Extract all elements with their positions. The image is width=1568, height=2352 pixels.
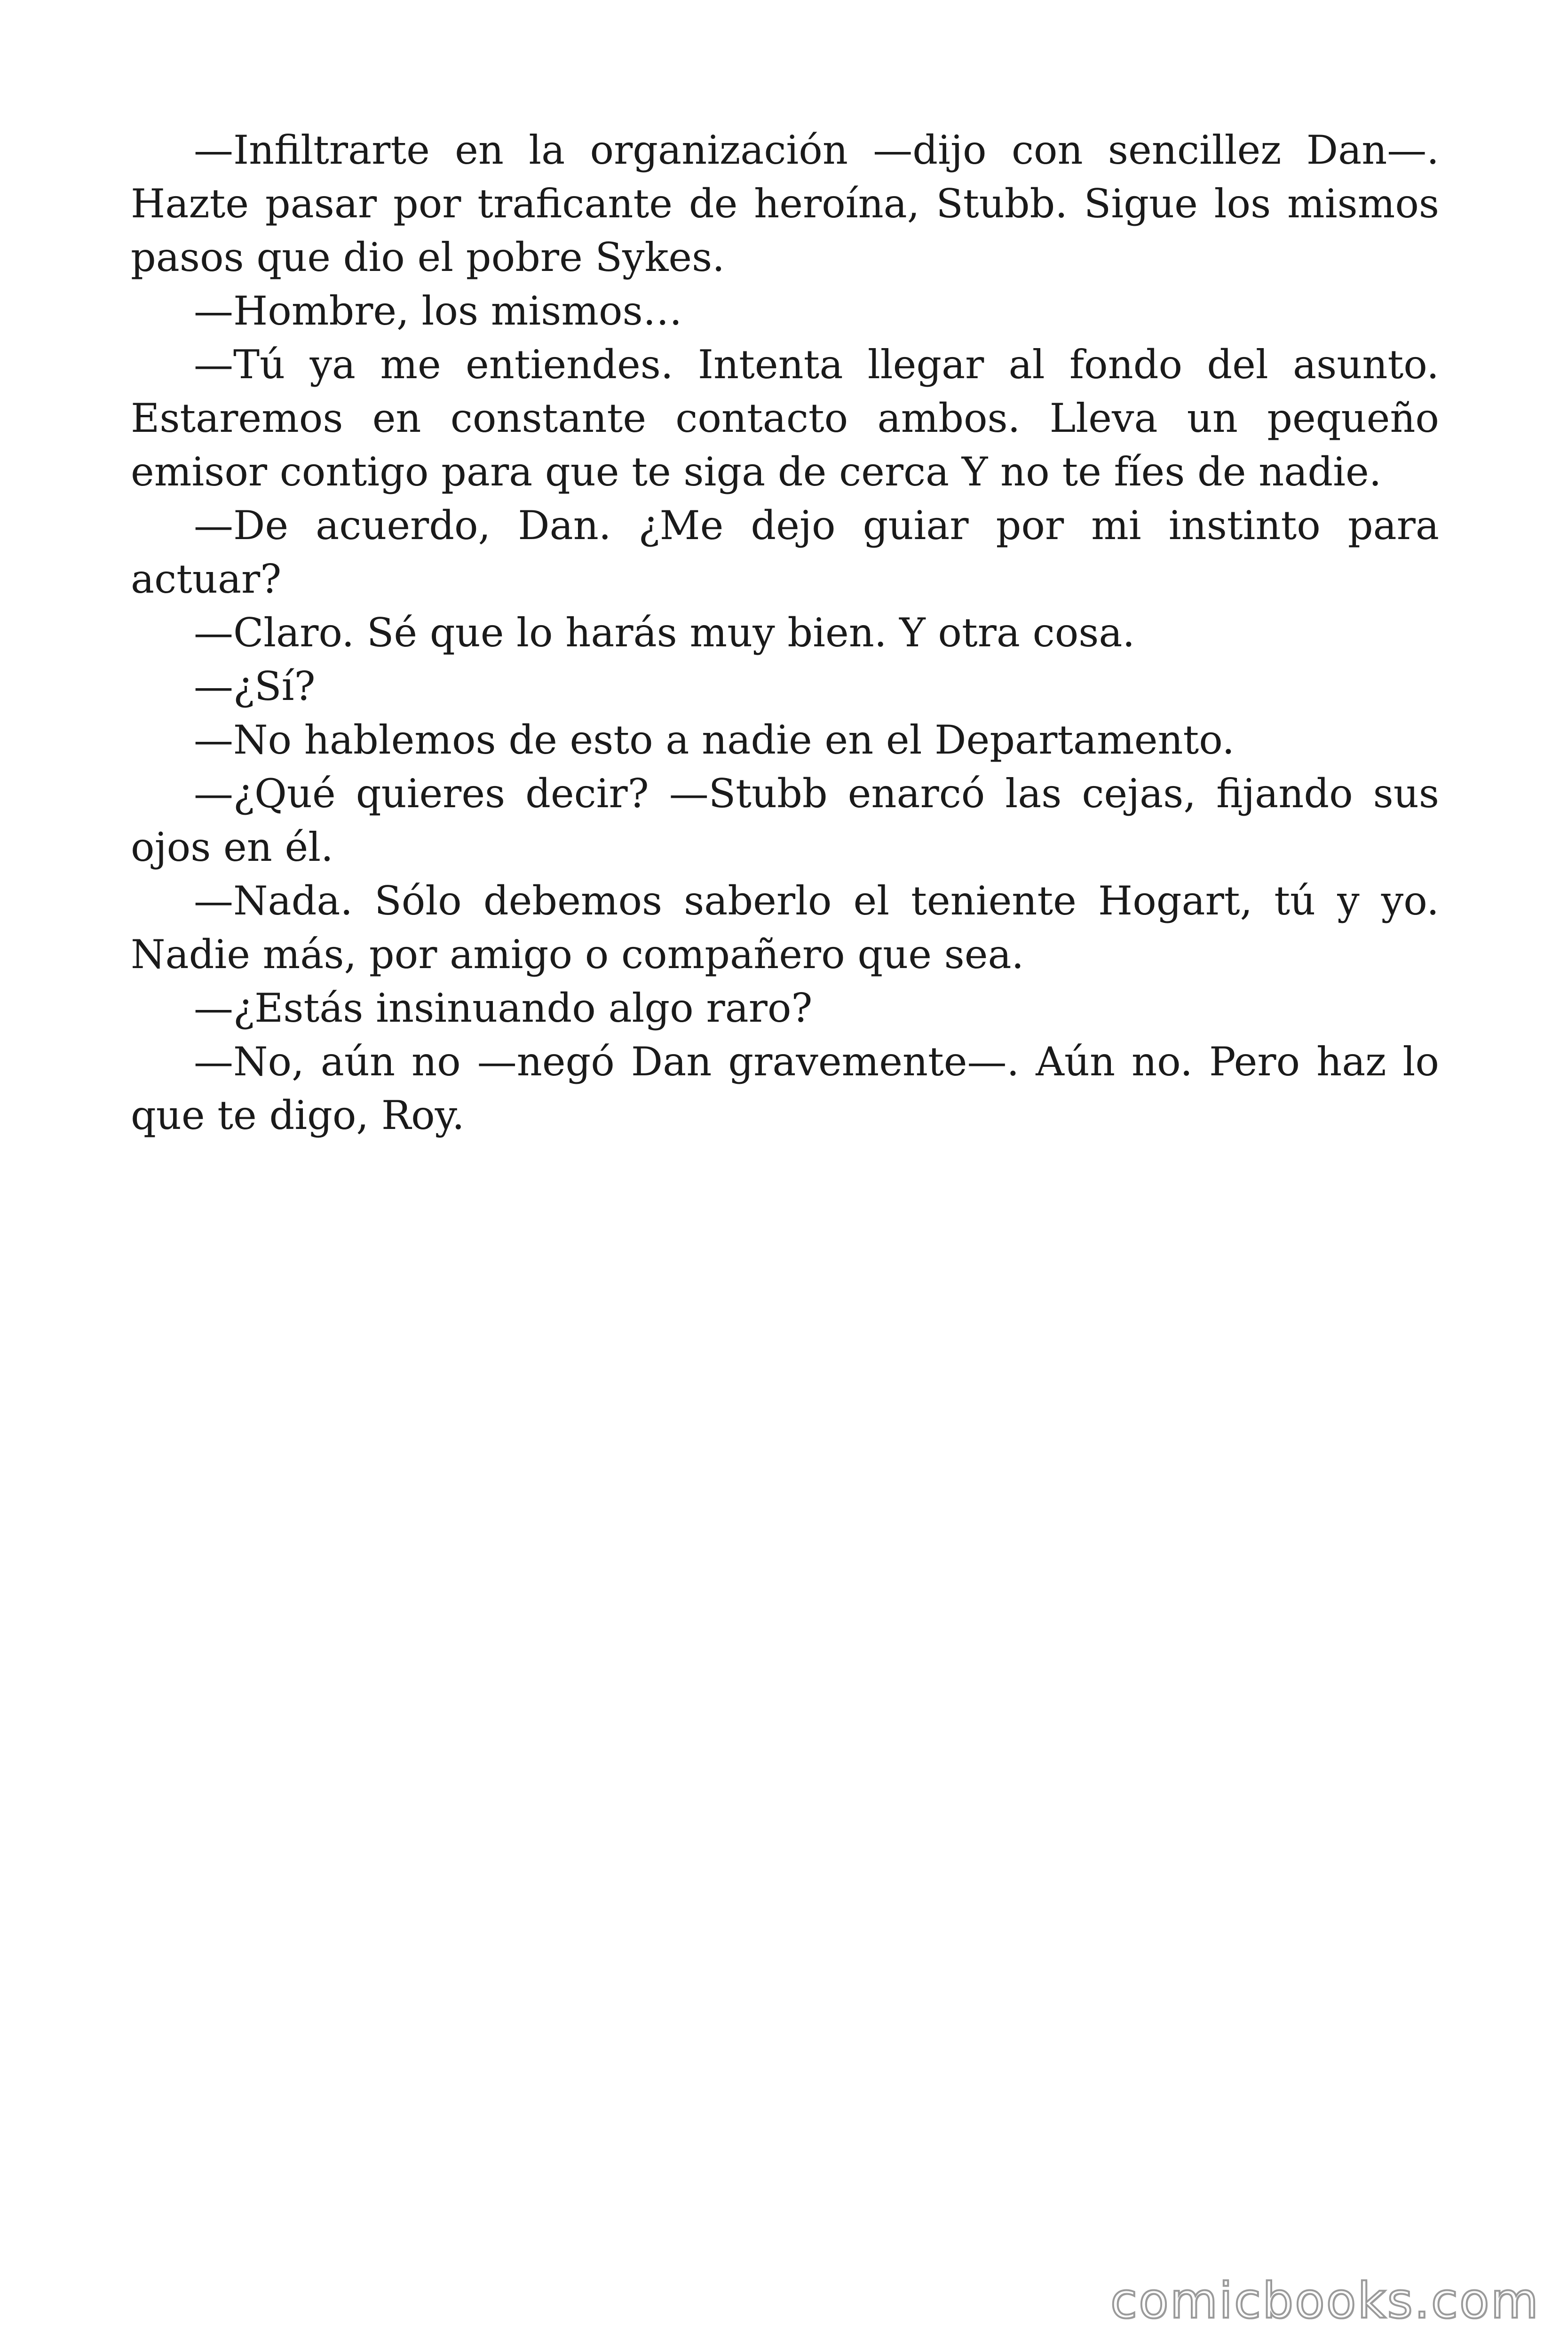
paragraph: —No hablemos de esto a nadie en el Departamento. xyxy=(194,717,1235,763)
paragraph: —¿Estás insinuando algo raro? xyxy=(194,985,813,1031)
paragraph: —Infiltrarte en la organización —dijo con sencillez Dan—. Hazte pasar por traficante de heroína, Stubb. Sigue los mismos pasos que dio el pobre Sykes. xyxy=(131,127,1439,280)
paragraph: —No, aún no —negó Dan gravemente—. Aún no. Pero haz lo que te digo, Roy. xyxy=(131,1039,1439,1138)
paragraph: —De acuerdo, Dan. ¿Me dejo guiar por mi instinto para actuar? xyxy=(131,502,1439,602)
paragraph: —¿Sí? xyxy=(194,663,316,709)
paragraph: —Claro. Sé que lo harás muy bien. Y otra cosa. xyxy=(194,610,1135,656)
paragraph: —Nada. Sólo debemos saberlo el teniente Hogart, tú y yo. Nadie más, por amigo o compañero que sea. xyxy=(131,878,1439,977)
watermark-text: comicbooks.com xyxy=(1110,2272,1540,2329)
paragraph: —¿Qué quieres decir? —Stubb enarcó las cejas, fijando sus ojos en él. xyxy=(131,771,1439,870)
paragraph: —Hombre, los mismos… xyxy=(194,288,682,334)
body-text xyxy=(131,123,1439,1142)
paragraph: —Tú ya me entiendes. Intenta llegar al fondo del asunto. Estaremos en constante contacto ambos. Lleva un pequeño emisor contigo para que te siga de cerca Y no te fíes de nadie. xyxy=(131,342,1439,495)
